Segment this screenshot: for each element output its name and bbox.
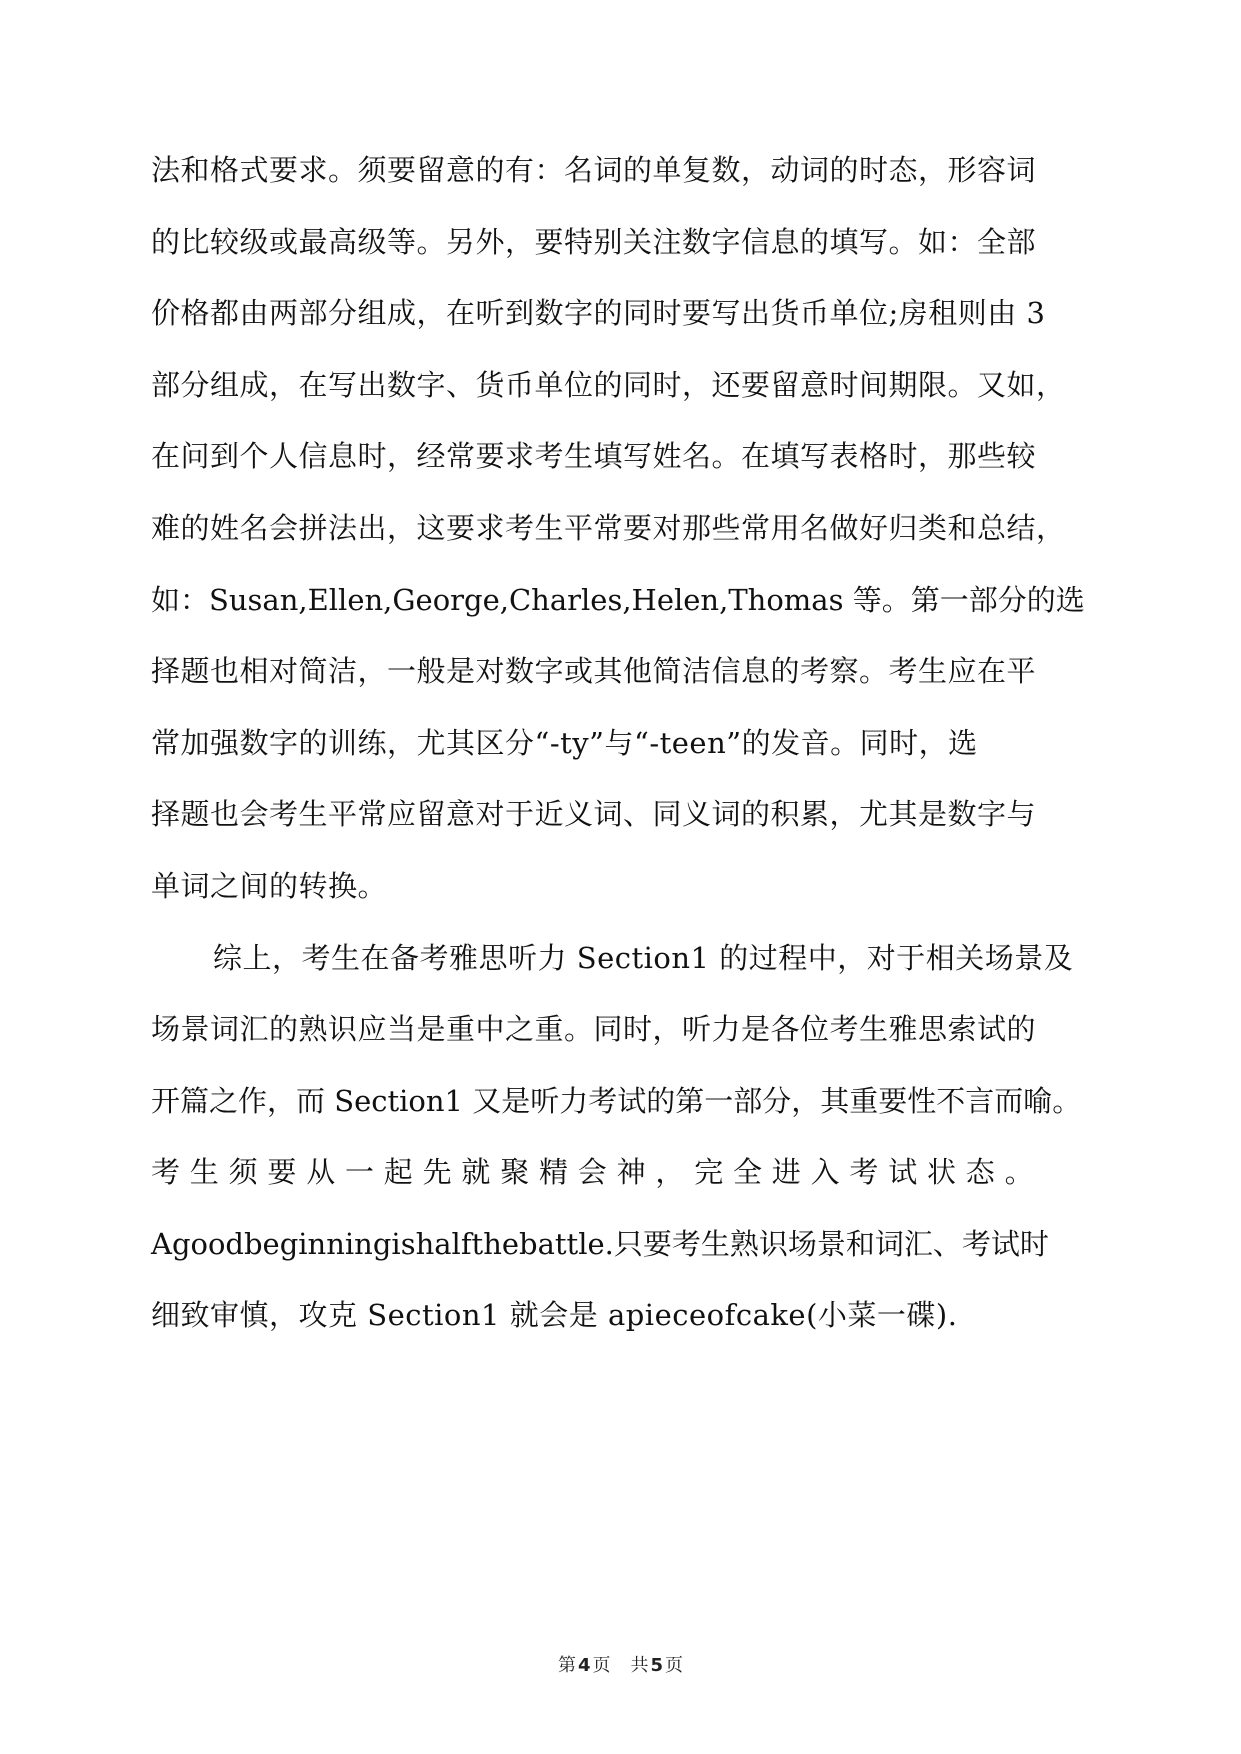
total-unit: 页: [665, 1655, 684, 1676]
text-line-1: 法和格式要求。须要留意的有：名词的单复数，动词的时态，形容词: [151, 153, 1037, 187]
text-line-14: 开篇之作，而 Section1 又是听力考试的第一部分，其重要性不言而喻。: [151, 1084, 1082, 1118]
text-line-12: 综上，考生在备考雅思听力 Section1 的过程中，对于相关场景及: [213, 941, 1074, 975]
text-line-8: 择题也相对简洁，一般是对数字或其他简洁信息的考察。考生应在平: [151, 654, 1037, 688]
text-line-17: 细致审慎，攻克 Section1 就会是 apieceofcake(小菜一碟).: [151, 1298, 958, 1332]
page-unit: 页: [592, 1655, 611, 1676]
total-pages-number: 5: [650, 1655, 664, 1676]
text-line-13: 场景词汇的熟识应当是重中之重。同时，听力是各位考生雅思索试的: [151, 1012, 1037, 1046]
text-line-10: 择题也会考生平常应留意对于近义词、同义词的积累，尤其是数字与: [151, 797, 1037, 831]
page-footer: [0, 1654, 1241, 1678]
total-prefix: 共: [630, 1655, 649, 1676]
text-line-2: 的比较级或最高级等。另外，要特别关注数字信息的填写。如：全部: [151, 225, 1037, 259]
text-line-9: 常加强数字的训练，尤其区分“-ty”与“-teen”的发音。同时，选: [151, 726, 978, 760]
text-line-11: 单词之间的转换。: [151, 869, 388, 903]
text-line-3: 价格都由两部分组成，在听到数字的同时要写出货币单位;房租则由 3: [151, 296, 1046, 330]
text-line-7: 如：Susan,Ellen,George,Charles,Helen,Thomas 等。第一部分的选: [151, 583, 1085, 617]
page-prefix: 第: [557, 1655, 576, 1676]
text-line-6: 难的姓名会拼法出，这要求考生平常要对那些常用名做好归类和总结，: [151, 511, 1066, 545]
text-line-16: Agoodbeginningishalfthebattle.只要考生熟识场景和词汇、考试时: [151, 1227, 1049, 1261]
text-line-4: 部分组成，在写出数字、货币单位的同时，还要留意时间期限。又如，: [151, 368, 1066, 402]
text-line-5: 在问到个人信息时，经常要求考生填写姓名。在填写表格时，那些较: [151, 439, 1037, 473]
text-line-15: 考生须要从一起先就聚精会神，完全进入考试状态。: [151, 1155, 1044, 1189]
current-page-number: 4: [577, 1655, 591, 1676]
